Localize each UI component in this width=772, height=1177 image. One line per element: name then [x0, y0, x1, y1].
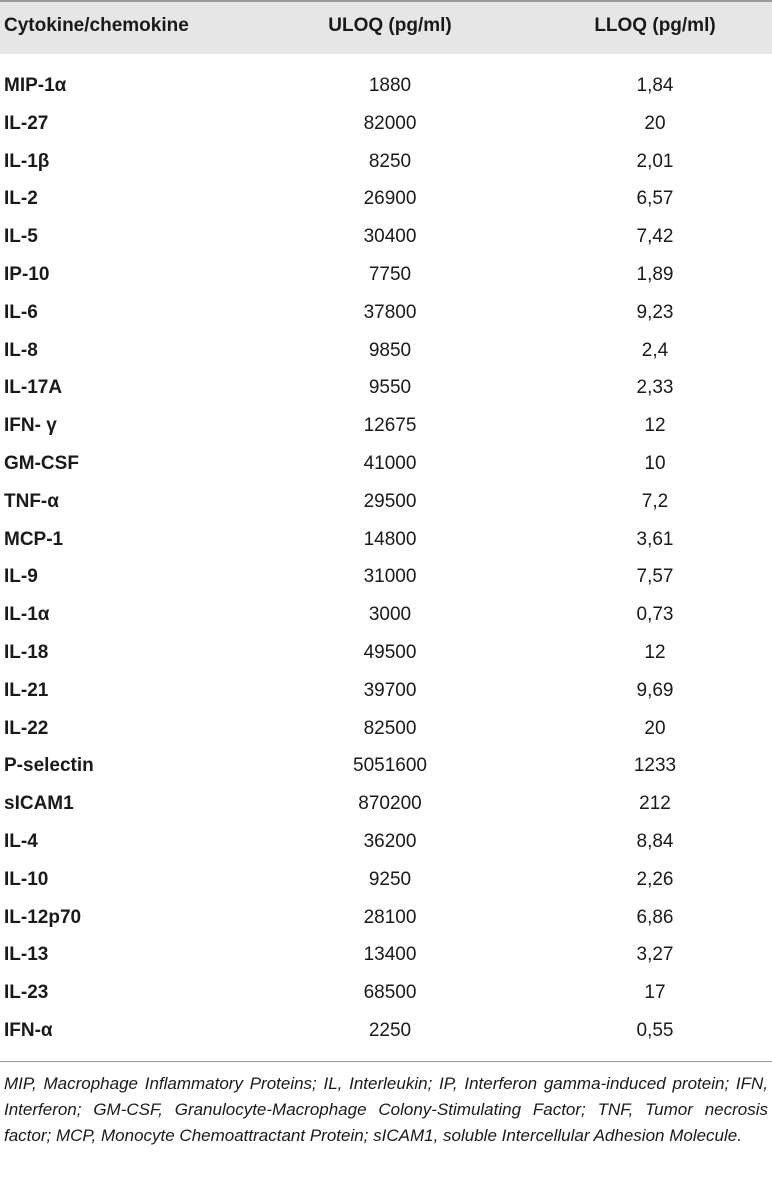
table-footnote: MIP, Macrophage Inflammatory Proteins; IL, Interleukin; IP, Interferon gamma-induced protein; IFN, Interferon; GM-CSF, Granulocyte-Macrophage Colony-Stimulating Factor; TNF, Tumor necrosis factor; MCP, Monocyte Chemoattractant Protein; sICAM1, soluble Intercellular Adhesion Molecule.	[4, 1074, 768, 1145]
uloq-value: 14800	[363, 528, 417, 550]
cytokine-name: IL-6	[4, 301, 38, 323]
cytokine-name: GM-CSF	[4, 452, 79, 474]
uloq-value: 28100	[363, 906, 417, 928]
lloq-value: 20	[644, 717, 666, 739]
lloq-value: 2,4	[641, 339, 669, 361]
table-row	[0, 220, 772, 258]
table-row	[0, 636, 772, 674]
uloq-value: 9850	[368, 339, 412, 361]
table-row	[0, 560, 772, 598]
cytokine-name: IL-22	[4, 717, 49, 739]
cytokine-name: IL-23	[4, 982, 49, 1004]
cytokine-name: IL-21	[4, 679, 49, 701]
uloq-value: 31000	[363, 566, 417, 588]
table-row	[0, 182, 772, 220]
uloq-value: 9250	[368, 868, 412, 890]
lloq-value: 2,01	[636, 150, 674, 172]
table-row	[0, 825, 772, 863]
lloq-value: 0,55	[636, 1019, 674, 1041]
table-header	[0, 2, 772, 54]
lloq-value: 7,42	[636, 226, 674, 248]
cytokine-name: IL-17A	[4, 377, 63, 399]
cytokine-name: sICAM1	[4, 793, 74, 815]
uloq-value: 9550	[368, 377, 412, 399]
cytokine-name: IL-8	[4, 339, 38, 361]
cytokine-name: IL-13	[4, 944, 49, 966]
cytokine-name: IL-2	[4, 188, 38, 210]
lloq-value: 2,33	[636, 377, 674, 399]
table-row	[0, 409, 772, 447]
cytokine-name: MCP-1	[4, 528, 64, 550]
cytokine-name: IL-10	[4, 868, 49, 890]
lloq-value: 212	[639, 793, 671, 815]
uloq-value: 12675	[363, 415, 417, 437]
lloq-value: 10	[644, 452, 666, 474]
table-row	[0, 863, 772, 901]
table-row	[0, 334, 772, 372]
table-row	[0, 787, 772, 825]
uloq-value: 82000	[363, 112, 417, 134]
lloq-value: 9,69	[636, 679, 674, 701]
cytokine-name: IL-4	[4, 830, 38, 852]
table-row	[0, 69, 772, 107]
cytokine-name: IP-10	[4, 263, 50, 285]
lloq-value: 0,73	[636, 604, 674, 626]
cytokine-name: MIP-1α	[4, 75, 67, 96]
table-body	[0, 69, 772, 1052]
uloq-value: 8250	[368, 150, 412, 172]
table-row	[0, 976, 772, 1014]
cytokine-name: IFN- γ	[4, 415, 57, 437]
table-row	[0, 523, 772, 561]
lloq-value: 7,57	[636, 566, 674, 588]
lloq-value: 3,61	[636, 528, 674, 550]
table-row	[0, 749, 772, 787]
table-row	[0, 1014, 772, 1052]
cytokine-name: TNF-α	[4, 490, 59, 512]
uloq-value: 41000	[363, 452, 417, 474]
uloq-value: 49500	[363, 641, 417, 663]
lloq-value: 7,2	[641, 490, 669, 512]
lloq-value: 1233	[633, 755, 677, 777]
cytokine-name: IFN-α	[4, 1019, 53, 1041]
cytokine-name: IL-9	[4, 566, 38, 588]
uloq-value: 7750	[368, 263, 412, 285]
lloq-value: 8,84	[636, 830, 674, 852]
table-row	[0, 598, 772, 636]
lloq-value: 6,86	[636, 906, 674, 928]
uloq-value: 26900	[363, 188, 417, 210]
cytokine-name: IL-12p70	[4, 906, 82, 928]
uloq-value: 1880	[368, 75, 412, 96]
header-cytokine: Cytokine/chemokine	[4, 15, 189, 36]
table-row	[0, 145, 772, 183]
header-uloq: ULOQ (pg/ml)	[328, 15, 452, 36]
cytokine-name: P-selectin	[4, 755, 94, 777]
uloq-value: 68500	[363, 982, 417, 1004]
cytokine-name: IL-1β	[4, 150, 50, 172]
uloq-value: 870200	[358, 793, 422, 815]
lloq-value: 2,26	[636, 868, 674, 890]
lloq-value: 9,23	[636, 301, 674, 323]
table-row	[0, 938, 772, 976]
uloq-value: 36200	[363, 830, 417, 852]
header-lloq: LLOQ (pg/ml)	[594, 15, 716, 36]
cytokine-name: IL-5	[4, 226, 38, 248]
lloq-value: 6,57	[636, 188, 674, 210]
lloq-value: 12	[644, 415, 666, 437]
table-row	[0, 371, 772, 409]
table-row	[0, 447, 772, 485]
table-row	[0, 901, 772, 939]
table-row	[0, 485, 772, 523]
lloq-value: 1,89	[636, 263, 674, 285]
uloq-value: 5051600	[353, 755, 427, 777]
uloq-value: 39700	[363, 679, 417, 701]
uloq-value: 13400	[363, 944, 417, 966]
table-row	[0, 258, 772, 296]
table-row	[0, 296, 772, 334]
lloq-value: 3,27	[636, 944, 674, 966]
uloq-value: 3000	[368, 604, 412, 626]
table-bottom-rule	[0, 1061, 772, 1062]
uloq-value: 37800	[363, 301, 417, 323]
cytokine-name: IL-18	[4, 641, 49, 663]
cytokine-name: IL-27	[4, 112, 49, 134]
lloq-value: 1,84	[636, 75, 674, 96]
lloq-value: 12	[644, 641, 666, 663]
table-row	[0, 107, 772, 145]
uloq-value: 30400	[363, 226, 417, 248]
table-row	[0, 712, 772, 750]
table-row	[0, 674, 772, 712]
uloq-value: 2250	[368, 1019, 412, 1041]
uloq-value: 82500	[363, 717, 417, 739]
uloq-value: 29500	[363, 490, 417, 512]
cytokine-name: IL-1α	[4, 604, 50, 626]
lloq-value: 20	[644, 112, 666, 134]
lloq-value: 17	[644, 982, 666, 1004]
